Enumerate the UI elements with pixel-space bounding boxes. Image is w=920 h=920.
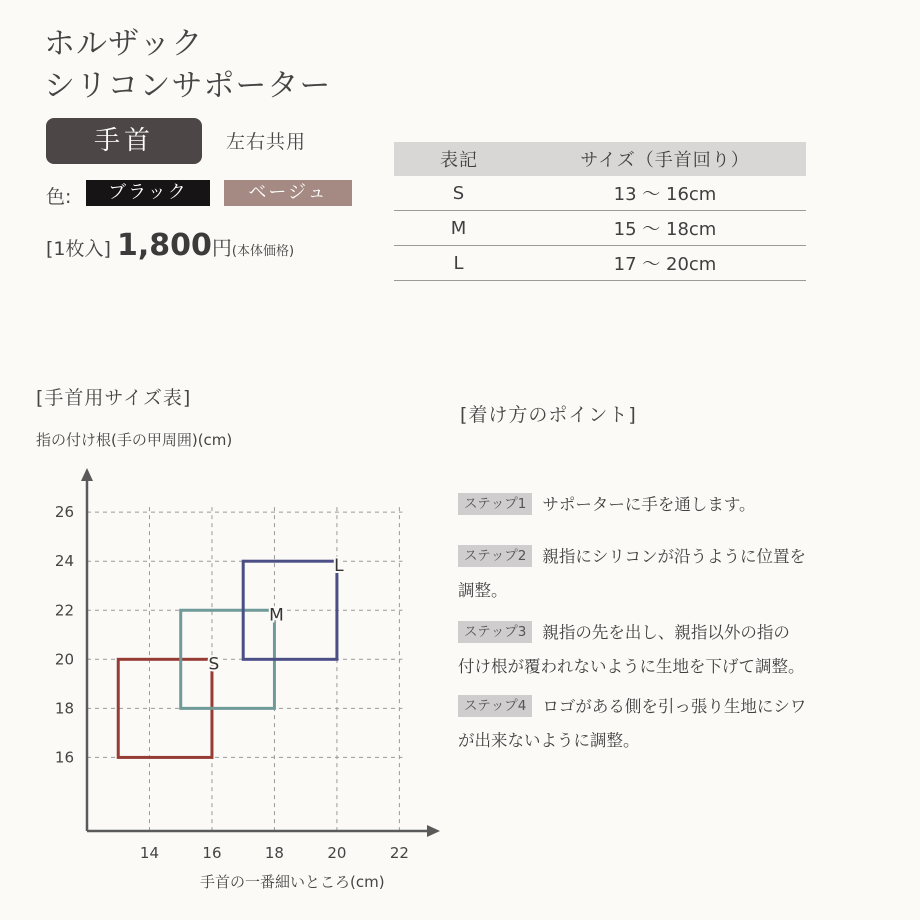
y-tick-label: 20: [54, 650, 74, 669]
color-label: 色:: [46, 186, 72, 208]
step-4: [458, 690, 898, 758]
size-range: 15 〜 18cm: [524, 211, 806, 246]
header-size-code: 表記: [394, 142, 524, 176]
size-region-label-l: L: [334, 556, 344, 577]
header-size-range: サイズ（手首回り）: [524, 142, 806, 176]
chart-grid: [87, 507, 402, 831]
color-chip-beige: ベージュ: [224, 180, 352, 206]
price-note: (本体価格): [231, 244, 295, 259]
x-tick-label: 22: [389, 844, 409, 862]
price-unit: 円: [211, 236, 232, 260]
usage-label: 左右共用: [226, 131, 307, 153]
size-regions: [118, 556, 344, 757]
step-badge: ステップ1: [458, 493, 532, 515]
step-1: [458, 488, 898, 522]
color-chip-black: ブラック: [86, 180, 210, 206]
step-badge: ステップ4: [458, 695, 532, 717]
product-brand-line: ホルザック: [44, 26, 204, 62]
y-axis-arrow: [81, 468, 93, 481]
step-2: [458, 540, 898, 608]
x-axis-arrow: [427, 825, 440, 837]
size-region-label-m: M: [269, 605, 284, 626]
step-badge: ステップ2: [458, 545, 532, 567]
product-name-line: シリコンサポーター: [44, 68, 332, 104]
step-text-line: 親指の先を出し、親指以外の指の: [542, 623, 790, 642]
step-text-line: サポーターに手を通します。: [542, 495, 756, 514]
size-range: 13 〜 16cm: [524, 176, 806, 211]
chart-axes: [55, 468, 440, 862]
step-text-line: ロゴがある側を引っ張り生地にシワ: [542, 697, 807, 716]
x-tick-label: 14: [139, 844, 160, 862]
step-badge: ステップ3: [458, 621, 532, 643]
size-range: 17 〜 20cm: [524, 246, 806, 281]
x-tick-label: 20: [327, 844, 347, 862]
step-text-line: 付け根が覆われないように生地を下げて調整。: [458, 657, 805, 676]
size-code: S: [394, 176, 524, 211]
price-amount: 1,800: [116, 228, 212, 263]
y-tick-label: 24: [54, 552, 74, 571]
size-code: M: [394, 211, 524, 246]
y-tick-label: 16: [54, 748, 74, 767]
y-tick-label: 18: [54, 699, 74, 718]
y-tick-label: 26: [54, 503, 74, 522]
chart-section-title: [手首用サイズ表]: [36, 387, 192, 409]
part-badge: 手首: [46, 118, 202, 164]
step-3: [458, 616, 898, 684]
size-region-label-s: S: [208, 654, 220, 675]
y-tick-label: 22: [54, 601, 74, 620]
size-code: L: [394, 246, 524, 281]
step-text-line: 親指にシリコンが沿うように位置を: [542, 547, 806, 566]
points-section-title: [着け方のポイント]: [460, 404, 637, 426]
y-axis-title: 指の付け根(手の甲周囲)(cm): [36, 431, 233, 449]
x-axis-title: 手首の一番細いところ(cm): [200, 873, 385, 891]
x-tick-label: 18: [264, 844, 284, 862]
x-tick-label: 16: [202, 844, 222, 862]
wrist-size-chart: [0, 0, 460, 900]
step-text-line: 調整。: [458, 581, 508, 600]
pack-label: [1枚入]: [46, 238, 111, 260]
step-text-line: が出来ないように調整。: [458, 731, 640, 750]
